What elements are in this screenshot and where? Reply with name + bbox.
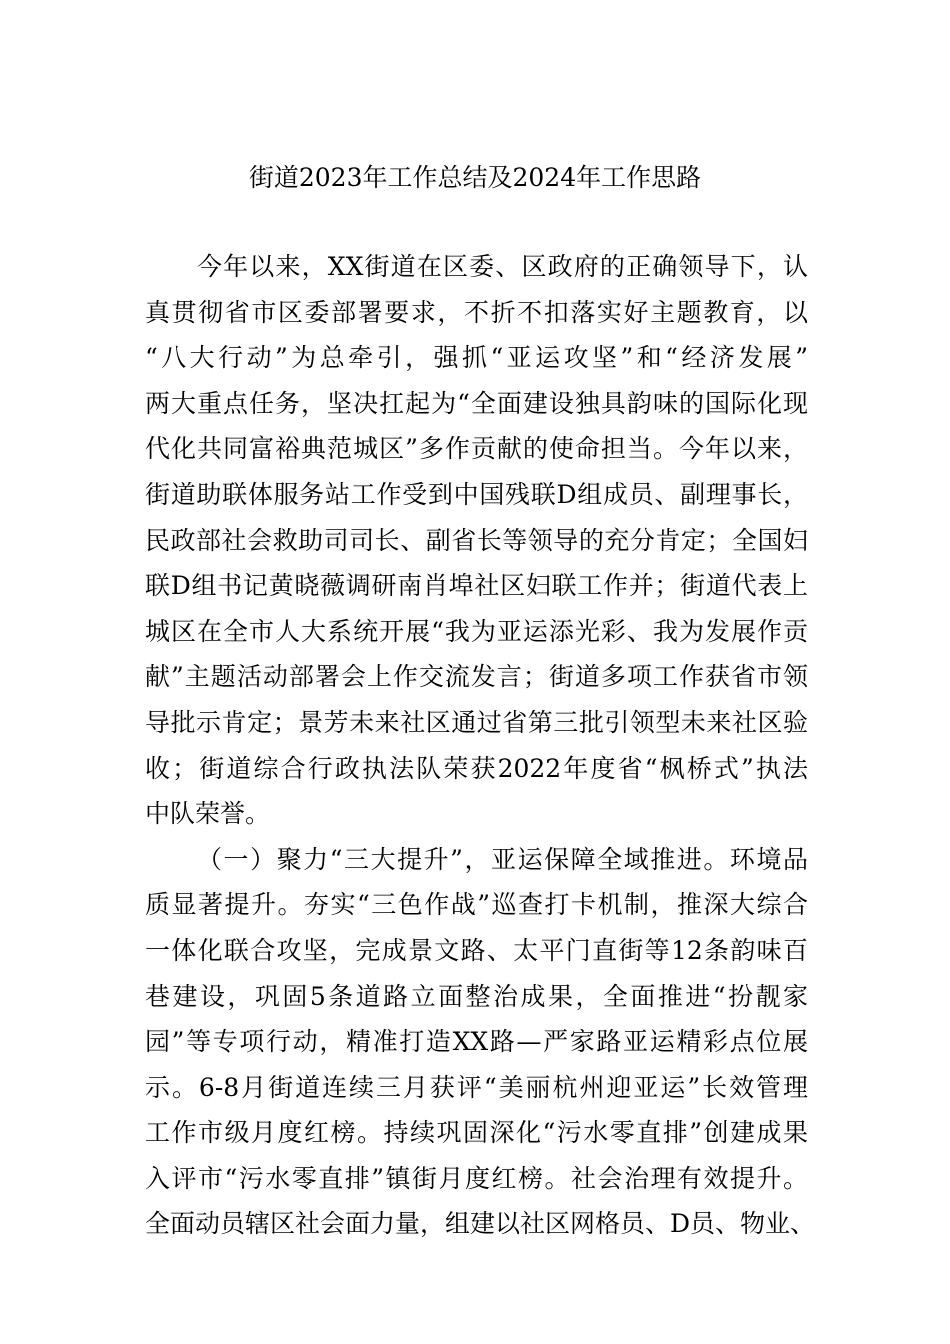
paragraph-intro	[145, 244, 808, 837]
text-line: 园”等专项行动，精准打造XX路—严家路亚运精彩点位展	[145, 1027, 808, 1057]
text-line: 质显著提升。夯实“三色作战”巡查打卡机制，推深大综合	[145, 890, 808, 920]
paragraph-section-1	[145, 837, 816, 1247]
text-line: 一体化联合攻坚，完成景文路、太平门直街等12条韵味百	[145, 935, 808, 965]
text-line: 今年以来，XX街道在区委、区政府的正确领导下，认	[197, 252, 808, 281]
text-line: 代化共同富裕典范城区”多作贡献的使命担当。今年以来，	[145, 434, 808, 464]
text-line: （一）聚力“三大提升”，亚运保障全域推进。环境品	[197, 844, 808, 874]
text-line: 真贯彻省市区委部署要求，不折不扣落实好主题教育，以	[145, 297, 808, 327]
text-line: 献”主题活动部署会上作交流发言；街道多项工作获省市领	[145, 662, 808, 692]
text-line: 民政部社会救助司司长、副省长等领导的充分肯定；全国妇	[145, 525, 808, 555]
text-line: 收；街道综合行政执法队荣获2022年度省“枫桥式”执法	[145, 753, 808, 783]
text-line: 全面动员辖区社会面力量，组建以社区网格员、D员、物业、	[145, 1209, 816, 1239]
text-line: 街道助联体服务站工作受到中国残联D组成员、副理事长，	[145, 479, 808, 509]
text-line: 中队荣誉。	[145, 799, 271, 829]
text-line: 示。6-8月街道连续三月获评“美丽杭州迎亚运”长效管理	[145, 1072, 808, 1102]
text-line: 两大重点任务，坚决扛起为“全面建设独具韵味的国际化现	[145, 388, 808, 418]
document-body	[145, 244, 816, 1247]
text-line: “八大行动”为总牵引，强抓“亚运攻坚”和“经济发展”	[145, 343, 808, 373]
text-line: 工作市级月度红榜。持续巩固深化“污水零直排”创建成果	[145, 1118, 808, 1148]
text-line: 导批示肯定；景芳未来社区通过省第三批引领型未来社区验	[145, 707, 808, 737]
text-line: 巷建设，巩固5条道路立面整治成果，全面推进“扮靓家	[145, 981, 808, 1011]
text-line: 城区在全市人大系统开展“我为亚运添光彩、我为发展作贡	[145, 616, 808, 646]
text-line: 入评市“污水零直排”镇街月度红榜。社会治理有效提升。	[145, 1163, 808, 1193]
document-title: 街道2023年工作总结及2024年工作思路	[248, 163, 702, 192]
text-line: 联D组书记黄晓薇调研南肖埠社区妇联工作并；街道代表上	[145, 571, 808, 601]
